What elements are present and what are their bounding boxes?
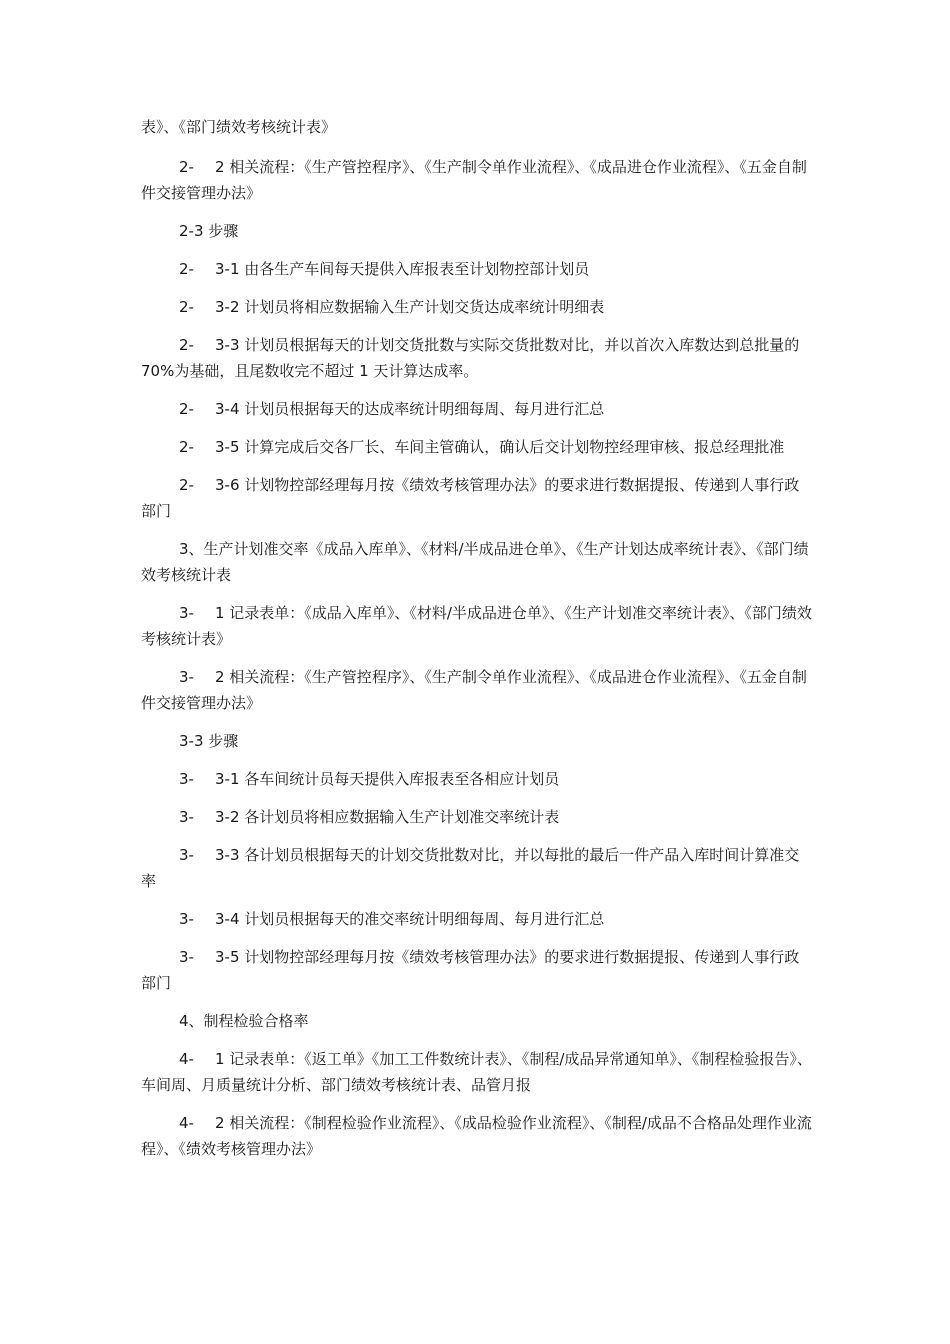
paragraph-20 (141, 1046, 813, 1098)
paragraph-text: 表》、《部门绩效考核统计表》 (141, 118, 337, 136)
paragraph-text: 3、生产计划准交率《成品入库单》、《材料/半成品进仓单》、《生产计划达成率统计表》、《部门绩效考核统计表 (141, 540, 809, 584)
paragraph-1 (141, 114, 813, 140)
paragraph-number: 3- (179, 846, 194, 864)
paragraph-text: 2-3 步骤 (179, 222, 239, 240)
paragraph-number: 4- (179, 1050, 194, 1068)
paragraph-number: 4- (179, 1114, 194, 1132)
paragraph-text: 3-4 计划员根据每天的准交率统计明细每周、每月进行汇总 (215, 910, 605, 928)
paragraph-6 (141, 332, 813, 384)
paragraph-text: 1 记录表单：《成品入库单》、《材料/半成品进仓单》、《生产计划准交率统计表》、《部门绩效考核统计表》 (141, 604, 812, 648)
paragraph-5 (141, 294, 813, 320)
paragraph-11 (141, 600, 813, 652)
paragraph-19 (141, 1008, 813, 1034)
paragraph-number: 2- (179, 158, 194, 176)
paragraph-text: 3-1 各车间统计员每天提供入库报表至各相应计划员 (215, 770, 560, 788)
paragraph-number: 2- (179, 298, 194, 316)
paragraph-18 (141, 944, 813, 996)
paragraph-text: 3-1 由各生产车间每天提供入库报表至计划物控部计划员 (215, 260, 590, 278)
paragraph-number: 3- (179, 668, 194, 686)
paragraph-text: 3-2 各计划员将相应数据输入生产计划准交率统计表 (215, 808, 560, 826)
paragraph-9 (141, 472, 813, 524)
paragraph-text: 3-4 计划员根据每天的达成率统计明细每周、每月进行汇总 (215, 400, 605, 418)
paragraph-17 (141, 906, 813, 932)
paragraph-text: 1 记录表单：《返工单》《加工工件数统计表》、《制程/成品异常通知单》、《制程检验报告》、车间周、月质量统计分析、部门绩效考核统计表、品管月报 (141, 1050, 812, 1094)
paragraph-number: 3- (179, 770, 194, 788)
paragraph-21 (141, 1110, 813, 1162)
paragraph-number: 3- (179, 948, 194, 966)
paragraph-text: 2 相关流程：《制程检验作业流程》、《成品检验作业流程》、《制程/成品不合格品处理作业流程》、《绩效考核管理办法》 (141, 1114, 812, 1158)
paragraph-number: 2- (179, 400, 194, 418)
paragraph-number: 2- (179, 260, 194, 278)
paragraph-12 (141, 664, 813, 716)
paragraph-4 (141, 256, 813, 282)
paragraph-number: 2- (179, 336, 194, 354)
paragraph-8 (141, 434, 813, 460)
paragraph-text: 3-3 各计划员根据每天的计划交货批数对比，并以每批的最后一件产品入库时间计算准交率 (141, 846, 800, 890)
paragraph-14 (141, 766, 813, 792)
paragraph-text: 3-3 计划员根据每天的计划交货批数与实际交货批数对比，并以首次入库数达到总批量的 70%为基础，且尾数收完不超过 1 天计算达成率。 (141, 336, 800, 380)
paragraph-text: 2 相关流程：《生产管控程序》、《生产制令单作业流程》、《成品进仓作业流程》、《五金自制件交接管理办法》 (141, 668, 807, 712)
document-body (141, 114, 813, 1174)
paragraph-7 (141, 396, 813, 422)
paragraph-number: 2- (179, 438, 194, 456)
paragraph-16 (141, 842, 813, 894)
paragraph-text: 3-6 计划物控部经理每月按《绩效考核管理办法》的要求进行数据提报、传递到人事行政部门 (141, 476, 800, 520)
paragraph-number: 3- (179, 910, 194, 928)
paragraph-text: 4、制程检验合格率 (179, 1012, 309, 1030)
paragraph-3 (141, 218, 813, 244)
paragraph-2 (141, 154, 813, 206)
paragraph-number: 3- (179, 808, 194, 826)
paragraph-text: 3-5 计划物控部经理每月按《绩效考核管理办法》的要求进行数据提报、传递到人事行政部门 (141, 948, 800, 992)
paragraph-15 (141, 804, 813, 830)
paragraph-number: 2- (179, 476, 194, 494)
paragraph-text: 2 相关流程：《生产管控程序》、《生产制令单作业流程》、《成品进仓作业流程》、《五金自制件交接管理办法》 (141, 158, 807, 202)
paragraph-number: 3- (179, 604, 194, 622)
paragraph-text: 3-5 计算完成后交各厂长、车间主管确认，确认后交计划物控经理审核、报总经理批准 (215, 438, 785, 456)
paragraph-10 (141, 536, 813, 588)
paragraph-13 (141, 728, 813, 754)
paragraph-text: 3-3 步骤 (179, 732, 239, 750)
paragraph-text: 3-2 计划员将相应数据输入生产计划交货达成率统计明细表 (215, 298, 605, 316)
